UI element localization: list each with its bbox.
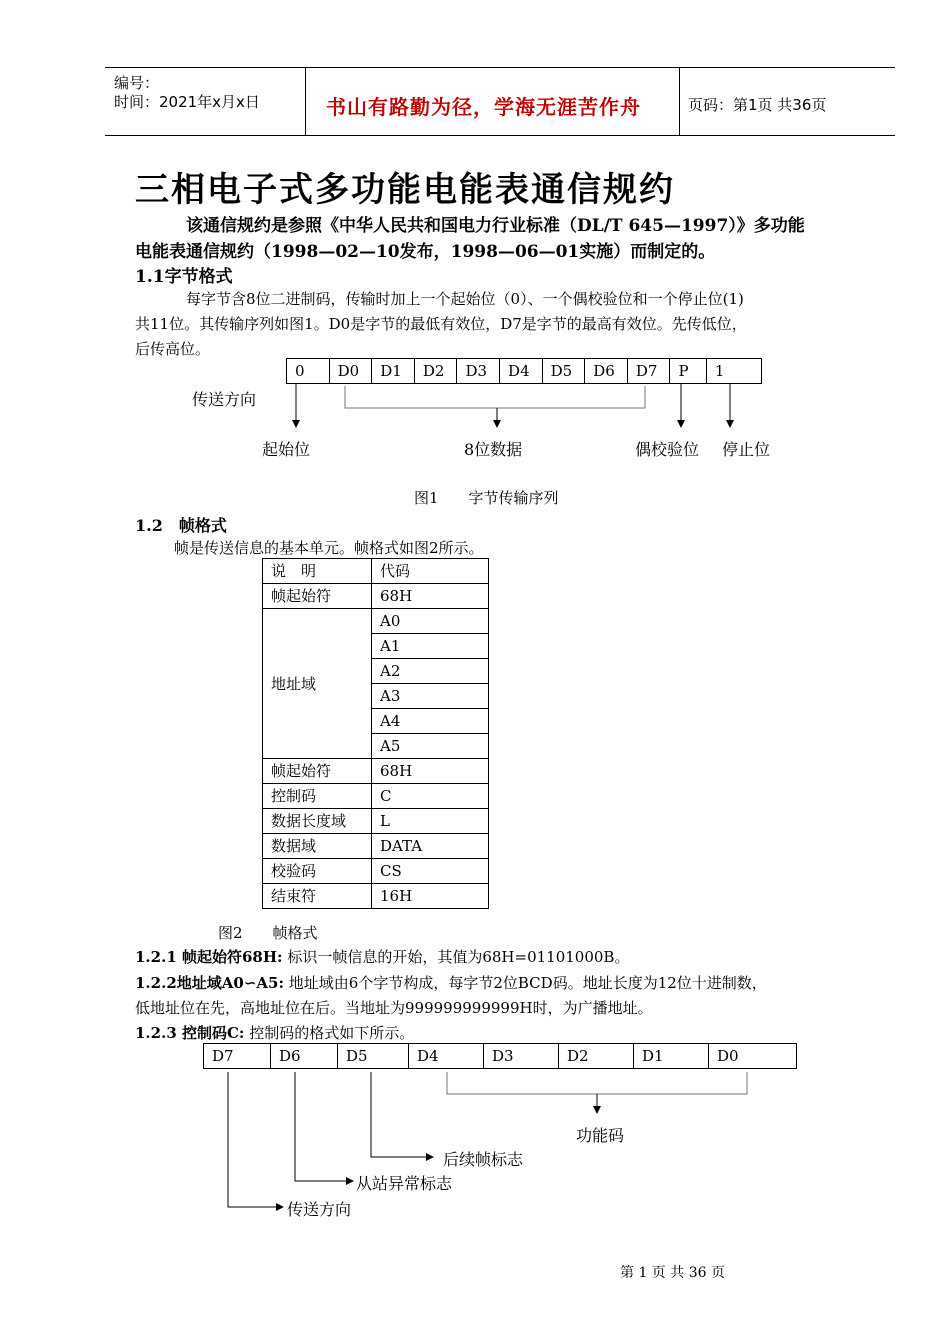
label-1-2-1: 1.2.1 帧起始符68H: <box>135 948 283 966</box>
para-1-1-line3: 后传高位。 <box>135 340 211 358</box>
page-indicator: 页码：第1页 共36页 <box>688 96 827 114</box>
label-1-2-3: 1.2.3 控制码C: <box>135 1024 245 1042</box>
table-row: A5 <box>263 734 489 759</box>
bit-cell: D6 <box>271 1044 338 1069</box>
intro-line-2: 电能表通信规约（1998—02—10发布，1998—06—01实施）而制定的。 <box>135 242 716 262</box>
bit-cell: 1 <box>706 359 761 384</box>
table-row: 数据长度域 L <box>263 809 489 834</box>
page-title: 三相电子式多功能电能表通信规约 <box>135 170 675 210</box>
start-bit-arrowhead <box>292 420 300 428</box>
figure-1-caption: 图1 字节传输序列 <box>414 489 559 507</box>
doc-time: 时间：2021年x月x日 <box>114 93 260 111</box>
para-1-2-3 <box>135 1022 414 1043</box>
parity-bit-label: 偶校验位 <box>635 440 700 459</box>
slave-error-arrowhead <box>346 1177 354 1185</box>
direction-arrowhead <box>276 1203 284 1211</box>
direction-line <box>228 1072 276 1207</box>
bit-cell: D4 <box>409 1044 484 1069</box>
bit-cell: D2 <box>559 1044 634 1069</box>
bit-cell: D1 <box>372 359 415 384</box>
start-bit-label: 起始位 <box>262 440 311 459</box>
bit-cell: D3 <box>457 359 500 384</box>
table-header-code: 代码 <box>372 559 489 584</box>
table-row: 结束符 16H <box>263 884 489 909</box>
bit-cell: D5 <box>542 359 585 384</box>
bit-cell: D7 <box>204 1044 271 1069</box>
table-row: 控制码 C <box>263 784 489 809</box>
heading-1-1: 1.1字节格式 <box>135 267 233 287</box>
bit-cell: D6 <box>585 359 628 384</box>
parity-arrowhead <box>677 420 685 428</box>
follow-flag-line <box>371 1072 426 1157</box>
direction-label-2: 传送方向 <box>287 1200 352 1219</box>
bit-cell: 0 <box>287 359 330 384</box>
function-code-arrowhead <box>593 1106 601 1114</box>
para-1-2-1 <box>135 946 629 967</box>
page-footer: 第 1 页 共 36 页 <box>620 1265 725 1281</box>
table-row: 帧起始符 68H <box>263 759 489 784</box>
slave-error-label: 从站异常标志 <box>356 1174 453 1193</box>
direction-label-1: 传送方向 <box>192 390 257 409</box>
table-row: 地址域 A0 <box>263 609 489 634</box>
table-row: 校验码 CS <box>263 859 489 884</box>
para-1-2-2-line2: 低地址位在先，高地址位在后。当地址为999999999999H时，为广播地址。 <box>135 999 653 1017</box>
para-1-1-line2: 共11位。其传输序列如图1。D0是字节的最低有效位，D7是字节的最高有效位。先传低位， <box>135 315 747 333</box>
intro-line-1: 该通信规约是参照《中华人民共和国电力行业标准（DL/T 645—1997）》多功能 <box>186 216 805 236</box>
table-row: 帧起始符 68H <box>263 584 489 609</box>
table-row: A3 <box>263 684 489 709</box>
bit-cell: D0 <box>329 359 372 384</box>
stop-arrowhead <box>726 420 734 428</box>
bit-cell: D7 <box>627 359 670 384</box>
text-1-2-1: 标识一帧信息的开始，其值为68H=01101000B。 <box>287 948 630 966</box>
table-row: A2 <box>263 659 489 684</box>
doc-number: 编号： <box>114 74 160 92</box>
para-1-2: 帧是传送信息的基本单元。帧格式如图2所示。 <box>174 539 484 557</box>
slave-error-line <box>295 1072 346 1181</box>
motto: 书山有路勤为径，学海无涯苦作舟 <box>326 95 641 119</box>
para-1-1-line1: 每字节含8位二进制码，传输时加上一个起始位（0）、一个偶校验位和一个停止位(1) <box>186 290 744 308</box>
bit-cell: D4 <box>500 359 543 384</box>
data-bits-bracket <box>345 386 645 408</box>
figure-2-caption: 图2 帧格式 <box>218 924 318 942</box>
table-row: 数据域 DATA <box>263 834 489 859</box>
control-code-arrows <box>0 1060 950 1220</box>
bit-cell: D1 <box>634 1044 709 1069</box>
stop-bit-label: 停止位 <box>722 440 771 459</box>
table-row: A4 <box>263 709 489 734</box>
function-code-label: 功能码 <box>576 1126 625 1145</box>
bit-cell: D5 <box>338 1044 409 1069</box>
function-code-bracket <box>447 1072 747 1094</box>
bit-cell: D2 <box>414 359 457 384</box>
follow-flag-arrowhead <box>426 1153 434 1161</box>
follow-flag-label: 后续帧标志 <box>443 1150 524 1169</box>
text-1-2-3: 控制码的格式如下所示。 <box>249 1024 415 1042</box>
bit-cell: D3 <box>484 1044 559 1069</box>
bit-cell: P <box>670 359 706 384</box>
table-row: A1 <box>263 634 489 659</box>
heading-1-2: 1.2 帧格式 <box>135 516 227 535</box>
data-bits-arrowhead <box>493 420 501 428</box>
data-bits-label: 8位数据 <box>464 440 523 459</box>
bit-cell: D0 <box>709 1044 797 1069</box>
label-1-2-2: 1.2.2地址域A0∽A5: <box>135 974 285 992</box>
text-1-2-2: 地址域由6个字节构成，每字节2位BCD码。地址长度为12位十进制数， <box>288 974 767 992</box>
para-1-2-2 <box>135 972 767 993</box>
table-header-desc: 说 明 <box>263 559 372 584</box>
frame-format-table <box>262 558 489 909</box>
